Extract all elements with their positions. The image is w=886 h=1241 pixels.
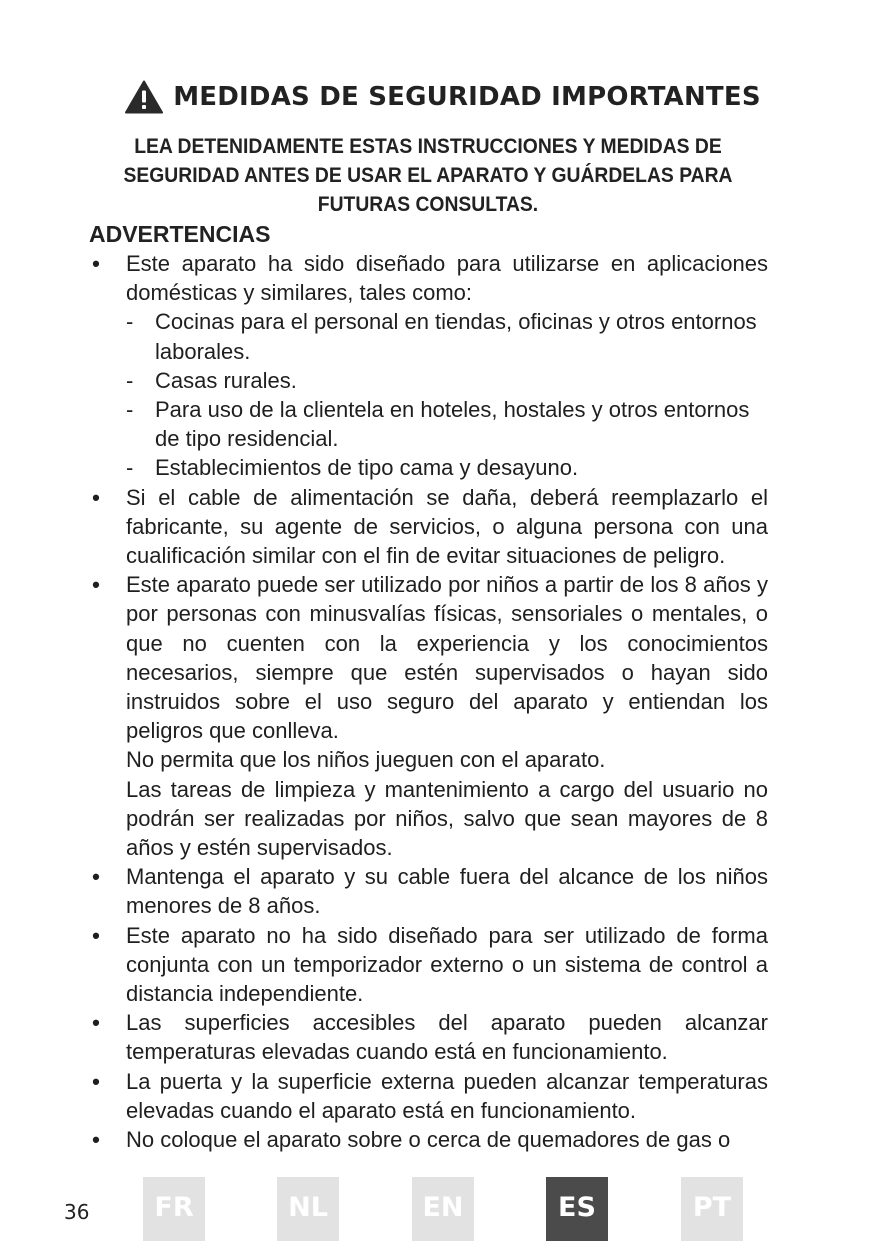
list-item-text: Mantenga el aparato y su cable fuera del alcance de los niños menores de 8 años. [126, 864, 768, 919]
list-item [89, 1067, 768, 1125]
list-item [89, 570, 768, 862]
sub-list-item-text: Cocinas para el personal en tiendas, oficinas y otros entornos laborales. [155, 309, 757, 364]
language-tab-es[interactable]: ES [546, 1177, 608, 1241]
dash-marker: - [126, 397, 134, 423]
bullet-marker: • [92, 1010, 100, 1036]
list-item [89, 862, 768, 920]
bullet-marker: • [92, 251, 100, 276]
language-tab-pt[interactable]: PT [681, 1177, 743, 1241]
sub-list-item [126, 453, 768, 482]
list-item [89, 483, 768, 571]
list-item [89, 249, 768, 483]
section-heading: ADVERTENCIAS [89, 221, 271, 247]
sub-list-item-text: Casas rurales. [155, 367, 297, 393]
list-item-text: No coloque el aparato sobre o cerca de quemadores de gas o [126, 1127, 731, 1153]
dash-marker: - [126, 309, 134, 335]
sub-list-item [126, 395, 768, 453]
page-title-text: MEDIDAS DE SEGURIDAD IMPORTANTES [173, 82, 761, 112]
list-item-text: Las superficies accesibles del aparato pueden alcanzar temperaturas elevadas cuando está en funcionamiento. [126, 1010, 768, 1065]
sub-list-item-text: Para uso de la clientela en hoteles, hostales y otros entornos de tipo residencial. [155, 397, 750, 452]
dash-marker: - [126, 455, 134, 481]
warnings-list [89, 249, 768, 1154]
warning-triangle-icon [125, 80, 163, 114]
sub-list-item [126, 307, 768, 365]
bullet-marker: • [92, 572, 100, 598]
bullet-marker: • [92, 1068, 100, 1094]
subtitle: LEA DETENIDAMENTE ESTAS INSTRUCCIONES Y MEDIDAS DE SEGURIDAD ANTES DE USAR EL APARATO Y GUÁRDELAS PARA FUTURAS CONSULTAS. [123, 135, 733, 216]
list-item [89, 1125, 768, 1154]
bullet-marker: • [92, 864, 100, 890]
page-number: 36 [64, 1200, 90, 1224]
footer [0, 1177, 886, 1241]
list-item-text: La puerta y la superficie externa pueden alcanzar temperaturas elevadas cuando el aparato está en funcionamiento. [126, 1068, 768, 1123]
dash-marker: - [126, 367, 134, 393]
list-item-text: Este aparato ha sido diseñado para utilizarse en aplicaciones domésticas y similares, tales como: [126, 251, 768, 306]
title-row [0, 80, 886, 119]
page-title [125, 80, 761, 114]
list-item-text: Este aparato no ha sido diseñado para ser utilizado de forma conjunta con un temporizador externo o un sistema de control a distancia independiente. [126, 922, 768, 1007]
list-item-text: Si el cable de alimentación se daña, deberá reemplazarlo el fabricante, su agente de servicios, o alguna persona con una cualificación similar con el fin de evitar situaciones de peligro. [126, 484, 768, 569]
list-item [89, 1008, 768, 1066]
language-tab-nl[interactable]: NL [277, 1177, 339, 1241]
list-item [89, 921, 768, 1009]
bullet-marker: • [92, 484, 100, 510]
bullet-marker: • [92, 922, 100, 948]
language-tab-fr[interactable]: FR [143, 1177, 205, 1241]
language-tab-en[interactable]: EN [412, 1177, 474, 1241]
sub-list-item [126, 366, 768, 395]
list-item-paragraph: No permita que los niños jueguen con el aparato. [126, 747, 606, 773]
sub-list-item-text: Establecimientos de tipo cama y desayuno. [155, 455, 579, 481]
list-item-paragraph: Este aparato puede ser utilizado por niños a partir de los 8 años y por personas con minusvalías físicas, sensoriales o mentales, o que no cuenten con la experiencia y los conocimientos necesarios, siempre que estén supervisados o hayan sido instruidos sobre el uso seguro del aparato y entiendan los peligros que conlleva. [126, 572, 768, 744]
bullet-marker: • [92, 1127, 100, 1153]
list-item-paragraph: Las tareas de limpieza y mantenimiento a cargo del usuario no podrán ser realizadas por niños, salvo que sean mayores de 8 años y estén supervisados. [126, 776, 768, 861]
